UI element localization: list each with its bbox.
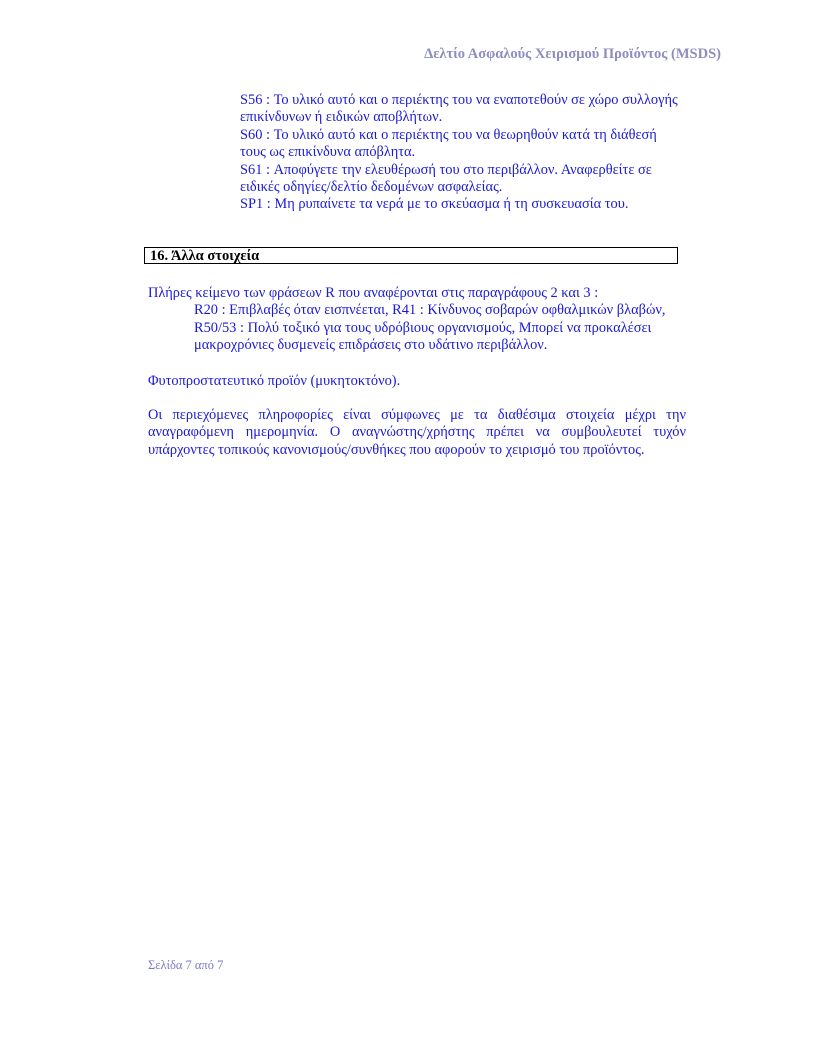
disclaimer-paragraph: Οι περιεχόμενες πληροφορίες είναι σύμφωνες με τα διαθέσιμα στοιχεία μέχρι την αναγραφόμενη ημερομηνία. Ο αναγνώστης/χρήστης πρέπει να συμβουλευτεί τυχόν υπάρχοντες τοπικούς κανονισμούς/συνθήκες που αφορούν το χειρισμό του προϊόντος. [148,407,686,458]
r-phrases-block [148,285,688,355]
section-16-title: 16. Άλλα στοιχεία [150,248,260,264]
safety-phrase-s60: S60 : Το υλικό αυτό και ο περιέκτης του να θεωρηθούν κατά τη διάθεσή τους ως επικίνδυνα απόβλητα. [240,126,657,161]
r-phrases-intro: Πλήρες κείμενο των φράσεων R που αναφέρονται στις παραγράφους 2 και 3 : [148,285,599,301]
safety-phrase-s56: S56 : Το υλικό αυτό και ο περιέκτης του να εναποτεθούν σε χώρο συλλογής επικίνδυνων ή ειδικών αποβλήτων. [240,92,678,126]
page-number: Σελίδα 7 από 7 [148,958,224,972]
safety-phrase-sp1: SP1 : Μη ρυπαίνετε τα νερά με το σκεύασμα ή τη συσκευασία του. [240,196,629,213]
product-type: Φυτοπροστατευτικό προϊόν (μυκητοκτόνο). [148,373,401,389]
r-phrases-text: R20 : Επιβλαβές όταν εισπνέεται, R41 : Κίνδυνος σοβαρών οφθαλμικών βλαβών, R50/53 : Πολύ τοξικό για τους υδρόβιους οργανισμούς, Μπορεί να προκαλέσει μακροχρόνιες δυσμενείς επιδράσεις στο υδάτινο περιβάλλον. [194,302,666,354]
document-header-title: Δελτίο Ασφαλούς Χειρισμού Προϊόντος (MSDS) [424,46,721,62]
section-16-header [144,247,678,264]
safety-phrase-s61: S61 : Αποφύγετε την ελευθέρωσή του στο περιβάλλον. Αναφερθείτε σε ειδικές οδηγίες/δελτίο δεδομένων ασφαλείας. [240,161,652,196]
safety-phrases-list [240,92,680,214]
